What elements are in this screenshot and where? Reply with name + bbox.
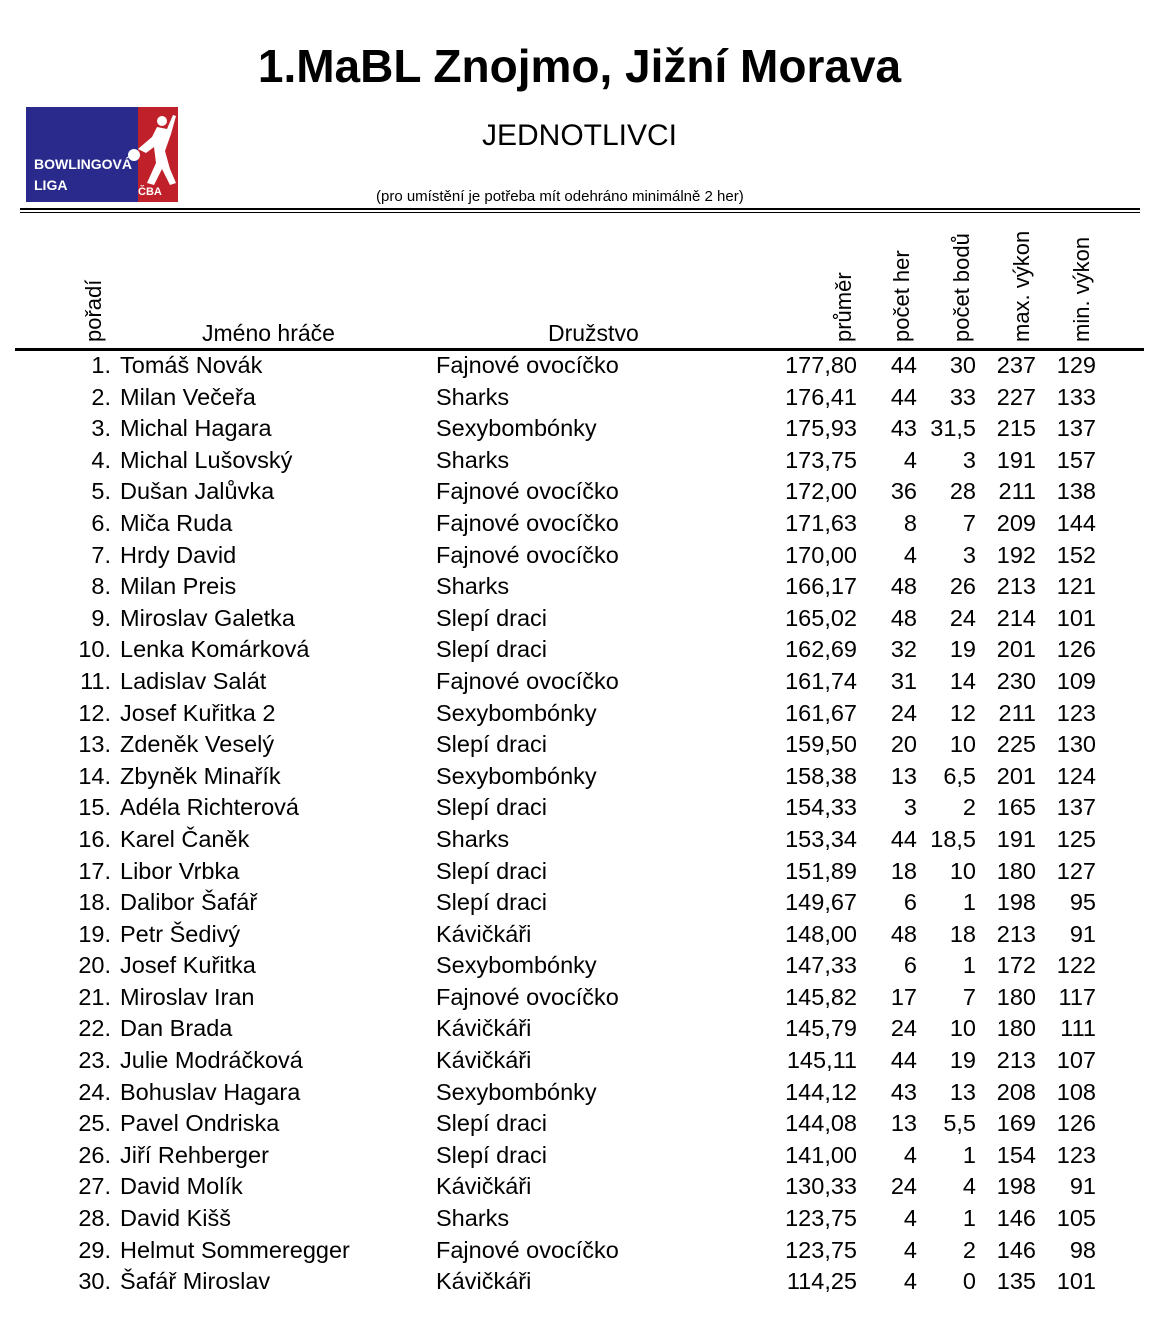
team-cell: Sharks [436,383,510,410]
points-cell: 18 [949,920,976,947]
games-count-cell: 24 [890,1173,917,1200]
page-title: 1.MaBL Znojmo, Jižní Morava [257,40,902,92]
min-score-cell: 108 [1056,1078,1096,1105]
player-name-cell: Dušan Jalůvka [120,478,275,505]
col-header-points: počet bodů [949,233,974,342]
team-cell: Sexybombónky [436,699,597,726]
table-row [0,666,1159,698]
max-score-cell: 211 [998,699,1036,726]
games-count-cell: 4 [903,1236,917,1263]
rank-cell: 11. [80,667,111,694]
player-name-cell: Jiří Rehberger [120,1141,269,1168]
player-name-cell: Adéla Richterová [120,794,299,821]
player-name-cell: Pavel Ondriska [120,1110,280,1137]
min-score-cell: 129 [1056,352,1096,378]
team-cell: Slepí draci [436,604,548,631]
points-cell: 14 [949,667,976,694]
team-cell: Slepí draci [436,1141,548,1168]
rank-cell: 20. [78,952,111,979]
team-cell: Kávičkáři [436,920,532,947]
average-cell: 145,11 [786,1047,857,1074]
max-score-cell: 192 [996,541,1036,568]
table-row [0,950,1159,982]
team-cell: Sharks [436,573,510,600]
min-score-cell: 121 [1056,573,1096,600]
average-cell: 141,00 [785,1141,857,1168]
table-row [0,603,1159,635]
min-score-cell: 130 [1056,731,1096,758]
table-row [0,1077,1159,1109]
team-cell: Slepí draci [436,794,548,821]
average-cell: 177,80 [785,352,857,378]
qualification-note: (pro umístění je potřeba mít odehráno minimálně 2 her) [376,188,744,205]
header-divider-thin [20,212,1140,213]
team-cell: Kávičkáři [436,1015,532,1042]
games-count-cell: 48 [890,604,917,631]
average-cell: 176,41 [785,383,857,410]
average-cell: 123,75 [785,1236,857,1263]
max-score-cell: 180 [996,1015,1036,1042]
points-cell: 33 [949,383,976,410]
rank-cell: 21. [78,983,111,1010]
player-name-cell: Milan Večeřa [120,383,256,410]
player-name-cell: David Kišš [120,1205,232,1232]
team-cell: Kávičkáři [436,1173,532,1200]
points-cell: 30 [949,352,976,378]
games-count-cell: 24 [890,699,917,726]
max-score-cell: 213 [996,920,1036,947]
player-name-cell: Miroslav Galetka [120,604,295,631]
rank-cell: 23. [78,1047,111,1074]
max-score-cell: 237 [996,352,1036,378]
points-cell: 3 [962,541,976,568]
points-cell: 5,5 [943,1110,976,1137]
player-name-cell: Ladislav Salát [120,667,267,694]
team-cell: Fajnové ovocíčko [436,541,619,568]
games-count-cell: 4 [903,1205,917,1232]
games-count-cell: 44 [890,825,917,852]
table-row [0,1140,1159,1172]
rank-cell: 10. [78,636,111,663]
col-header-rank: pořadí [81,279,106,342]
points-cell: 4 [962,1173,976,1200]
team-cell: Sexybombónky [436,1078,597,1105]
average-cell: 147,33 [785,952,857,979]
min-score-cell: 127 [1056,857,1096,884]
table-row [0,824,1159,856]
min-score-cell: 157 [1056,446,1096,473]
col-header-games: počet her [889,250,914,342]
min-score-cell: 123 [1056,699,1096,726]
rank-cell: 22. [78,1015,111,1042]
player-name-cell: Petr Šedivý [120,920,241,947]
games-count-cell: 3 [903,794,917,821]
max-score-cell: 154 [996,1141,1036,1168]
team-cell: Sharks [436,1205,510,1232]
min-score-cell: 101 [1056,1268,1096,1295]
max-score-cell: 165 [996,794,1036,821]
rank-cell: 5. [91,478,111,505]
page-subtitle: JEDNOTLIVCI [481,119,678,152]
average-cell: 153,34 [785,825,857,852]
team-cell: Slepí draci [436,857,548,884]
rank-cell: 28. [78,1205,111,1232]
points-cell: 18,5 [930,825,976,852]
games-count-cell: 6 [903,889,917,916]
average-cell: 145,79 [785,1015,857,1042]
team-cell: Sexybombónky [436,952,597,979]
table-row [0,350,1159,382]
min-score-cell: 123 [1056,1141,1096,1168]
player-name-cell: Michal Hagara [120,415,272,442]
average-cell: 172,00 [785,478,857,505]
rank-cell: 7. [91,541,111,568]
min-score-cell: 109 [1056,667,1096,694]
team-cell: Slepí draci [436,731,548,758]
rank-cell: 3. [91,415,111,442]
games-count-cell: 48 [890,920,917,947]
games-count-cell: 43 [890,415,917,442]
rank-cell: 6. [91,509,111,536]
average-cell: 166,17 [785,573,857,600]
min-score-cell: 111 [1060,1015,1096,1042]
team-cell: Sexybombónky [436,415,597,442]
max-score-cell: 198 [996,1173,1036,1200]
player-name-cell: Zdeněk Veselý [120,731,275,758]
player-name-cell: Miča Ruda [120,509,233,536]
table-row [0,445,1159,477]
points-cell: 19 [949,636,976,663]
player-name-cell: Miroslav Iran [120,983,255,1010]
team-cell: Sharks [436,446,510,473]
max-score-cell: 135 [996,1268,1036,1295]
points-cell: 26 [949,573,976,600]
max-score-cell: 213 [996,573,1036,600]
min-score-cell: 133 [1056,383,1096,410]
min-score-cell: 124 [1056,762,1096,789]
points-cell: 1 [962,1141,976,1168]
rank-cell: 2. [91,383,111,410]
max-score-cell: 209 [996,509,1036,536]
average-cell: 173,75 [785,446,857,473]
average-cell: 162,69 [785,636,857,663]
col-header-avg: průměr [831,272,856,342]
average-cell: 144,08 [785,1110,857,1137]
average-cell: 154,33 [785,794,857,821]
header-divider [20,208,1140,210]
games-count-cell: 4 [903,541,917,568]
rank-cell: 14. [78,762,111,789]
games-count-cell: 18 [890,857,917,884]
average-cell: 170,00 [785,541,857,568]
table-row [0,571,1159,603]
points-cell: 0 [962,1268,976,1295]
games-count-cell: 20 [890,731,917,758]
max-score-cell: 146 [996,1205,1036,1232]
team-cell: Fajnové ovocíčko [436,983,619,1010]
table-row [0,729,1159,761]
games-count-cell: 36 [890,478,917,505]
team-cell: Kávičkáři [436,1047,532,1074]
team-cell: Fajnové ovocíčko [436,352,619,378]
max-score-cell: 172 [996,952,1036,979]
logo-badge: ČBA [138,186,162,198]
standings-table [0,350,1159,1298]
min-score-cell: 105 [1056,1205,1096,1232]
player-name-cell: David Molík [120,1173,243,1200]
table-row [0,1045,1159,1077]
player-name-cell: Bohuslav Hagara [120,1078,301,1105]
games-count-cell: 8 [903,509,917,536]
max-score-cell: 146 [996,1236,1036,1263]
player-name-cell: Hrdy David [120,541,237,568]
points-cell: 7 [962,983,976,1010]
min-score-cell: 91 [1069,920,1096,947]
min-score-cell: 152 [1056,541,1096,568]
points-cell: 24 [949,604,976,631]
table-row [0,508,1159,540]
games-count-cell: 44 [890,352,917,378]
average-cell: 158,38 [785,762,857,789]
games-count-cell: 4 [903,446,917,473]
games-count-cell: 48 [890,573,917,600]
average-cell: 144,12 [785,1078,857,1105]
rank-cell: 17. [78,857,111,884]
min-score-cell: 137 [1056,794,1096,821]
max-score-cell: 208 [996,1078,1036,1105]
min-score-cell: 101 [1056,604,1096,631]
points-cell: 3 [962,446,976,473]
points-cell: 31,5 [930,415,976,442]
average-cell: 161,67 [785,699,857,726]
rank-cell: 4. [91,446,111,473]
min-score-cell: 95 [1069,889,1096,916]
rank-cell: 30. [78,1268,111,1295]
rank-cell: 9. [91,604,111,631]
max-score-cell: 214 [996,604,1036,631]
table-row [0,1171,1159,1203]
team-cell: Fajnové ovocíčko [436,1236,619,1263]
player-name-cell: Dan Brada [120,1015,233,1042]
team-cell: Fajnové ovocíčko [436,478,619,505]
average-cell: 123,75 [785,1205,857,1232]
rank-cell: 16. [78,825,111,852]
rank-cell: 18. [78,889,111,916]
table-row [0,887,1159,919]
table-row [0,1013,1159,1045]
player-name-cell: Julie Modráčková [120,1047,303,1074]
points-cell: 10 [949,1015,976,1042]
games-count-cell: 17 [890,983,917,1010]
team-cell: Sexybombónky [436,762,597,789]
table-row [0,856,1159,888]
average-cell: 130,33 [785,1173,857,1200]
col-header-team: Družstvo [548,320,639,346]
average-cell: 151,89 [785,857,857,884]
min-score-cell: 137 [1056,415,1096,442]
table-row [0,634,1159,666]
games-count-cell: 6 [903,952,917,979]
rank-cell: 12. [78,699,111,726]
max-score-cell: 169 [996,1110,1036,1137]
col-header-min: min. výkon [1069,236,1094,342]
min-score-cell: 122 [1056,952,1096,979]
max-score-cell: 201 [996,762,1036,789]
points-cell: 1 [962,889,976,916]
average-cell: 149,67 [785,889,857,916]
table-row [0,1108,1159,1140]
table-row [0,1235,1159,1267]
table-row [0,792,1159,824]
games-count-cell: 13 [890,1110,917,1137]
points-cell: 2 [962,1236,976,1263]
max-score-cell: 211 [998,478,1036,505]
table-row [0,476,1159,508]
max-score-cell: 201 [996,636,1036,663]
max-score-cell: 180 [996,983,1036,1010]
team-cell: Kávičkáři [436,1268,532,1295]
player-name-cell: Libor Vrbka [120,857,240,884]
max-score-cell: 191 [996,825,1036,852]
rank-cell: 27. [78,1173,111,1200]
table-row [0,382,1159,414]
table-row [0,540,1159,572]
average-cell: 165,02 [785,604,857,631]
points-cell: 1 [962,1205,976,1232]
games-count-cell: 24 [890,1015,917,1042]
points-cell: 10 [949,857,976,884]
player-name-cell: Dalibor Šafář [120,889,258,916]
team-cell: Slepí draci [436,636,548,663]
rank-cell: 25. [78,1110,111,1137]
min-score-cell: 98 [1069,1236,1096,1263]
rank-cell: 26. [78,1141,111,1168]
rank-cell: 24. [78,1078,111,1105]
games-count-cell: 32 [890,636,917,663]
games-count-cell: 13 [890,762,917,789]
max-score-cell: 198 [996,889,1036,916]
points-cell: 19 [949,1047,976,1074]
rank-cell: 15. [78,794,111,821]
points-cell: 7 [962,509,976,536]
player-name-cell: Josef Kuřitka 2 [120,699,276,726]
games-count-cell: 4 [903,1141,917,1168]
min-score-cell: 91 [1069,1173,1096,1200]
player-name-cell: Milan Preis [120,573,237,600]
games-count-cell: 44 [890,1047,917,1074]
max-score-cell: 225 [996,731,1036,758]
points-cell: 2 [962,794,976,821]
player-name-cell: Karel Čaněk [120,825,250,852]
average-cell: 171,63 [785,509,857,536]
games-count-cell: 4 [903,1268,917,1295]
rank-cell: 8. [91,573,111,600]
points-cell: 1 [962,952,976,979]
max-score-cell: 230 [996,667,1036,694]
min-score-cell: 107 [1056,1047,1096,1074]
average-cell: 148,00 [785,920,857,947]
max-score-cell: 213 [996,1047,1036,1074]
min-score-cell: 117 [1058,983,1096,1010]
player-name-cell: Tomáš Novák [120,352,263,378]
min-score-cell: 138 [1056,478,1096,505]
max-score-cell: 227 [996,383,1036,410]
team-cell: Slepí draci [436,1110,548,1137]
table-row [0,1266,1159,1298]
points-cell: 13 [949,1078,976,1105]
average-cell: 175,93 [785,415,857,442]
rank-cell: 13. [78,731,111,758]
points-cell: 6,5 [943,762,976,789]
average-cell: 114,25 [786,1268,857,1295]
rank-cell: 19. [78,920,111,947]
average-cell: 161,74 [785,667,857,694]
player-name-cell: Šafář Miroslav [120,1268,271,1295]
points-cell: 28 [949,478,976,505]
player-name-cell: Michal Lušovský [120,446,293,473]
min-score-cell: 125 [1056,825,1096,852]
min-score-cell: 126 [1056,1110,1096,1137]
average-cell: 159,50 [785,731,857,758]
team-cell: Fajnové ovocíčko [436,667,619,694]
col-header-max: max. výkon [1009,230,1034,342]
min-score-cell: 126 [1056,636,1096,663]
min-score-cell: 144 [1056,509,1096,536]
team-cell: Sharks [436,825,510,852]
player-name-cell: Zbyněk Minařík [120,762,281,789]
rank-cell: 29. [78,1236,111,1263]
games-count-cell: 31 [890,667,917,694]
games-count-cell: 43 [890,1078,917,1105]
table-row [0,1203,1159,1235]
max-score-cell: 180 [996,857,1036,884]
team-cell: Slepí draci [436,889,548,916]
table-row [0,919,1159,951]
col-header-name: Jméno hráče [202,320,335,346]
player-name-cell: Helmut Sommeregger [120,1236,350,1263]
games-count-cell: 44 [890,383,917,410]
average-cell: 145,82 [785,983,857,1010]
table-row [0,761,1159,793]
points-cell: 10 [949,731,976,758]
table-row [0,698,1159,730]
logo-text: BOWLINGOVÁ LIGA [34,156,132,193]
player-name-cell: Josef Kuřitka [120,952,256,979]
team-cell: Fajnové ovocíčko [436,509,619,536]
points-cell: 12 [949,699,976,726]
table-row [0,413,1159,445]
table-row [0,982,1159,1014]
player-name-cell: Lenka Komárková [120,636,310,663]
rank-cell: 1. [91,352,111,378]
max-score-cell: 215 [996,415,1036,442]
max-score-cell: 191 [996,446,1036,473]
